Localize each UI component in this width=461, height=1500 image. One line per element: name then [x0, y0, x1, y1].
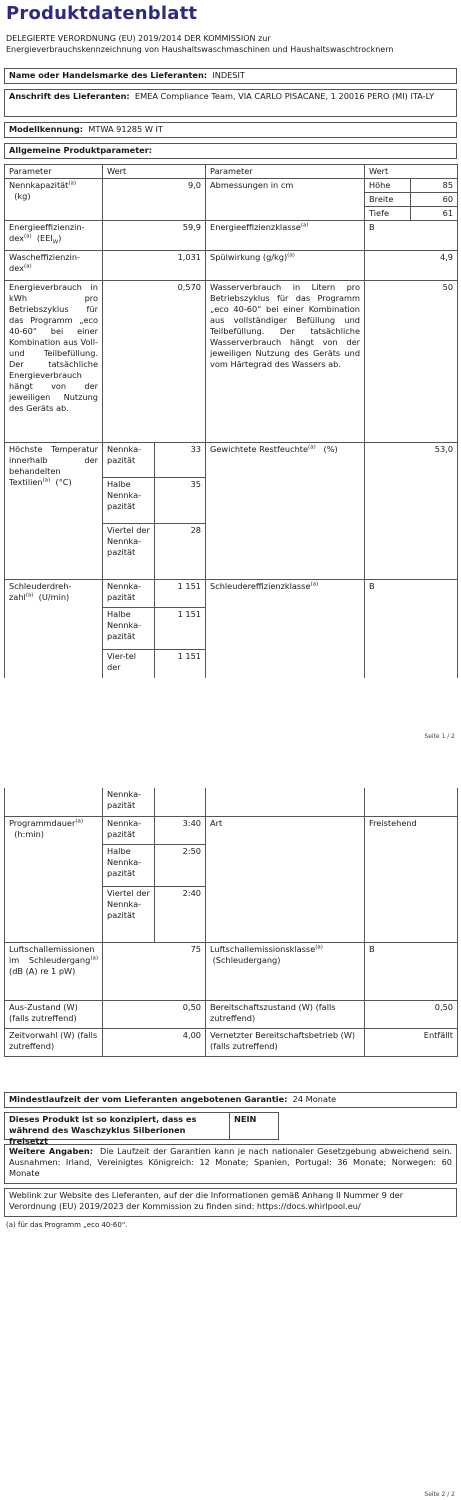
footnote: (a) für das Programm „eco 40-60“.	[6, 1221, 128, 1229]
table-row: Zeitvorwahl (W) (falls zutreffend) 4,00 Vernetzter Bereitschaftsbetrieb (W) (falls zutreffend) Entfällt	[5, 1028, 458, 1056]
page-2	[0, 788, 461, 1500]
warranty-row: Mindestlaufzeit der vom Lieferanten angebotenen Garantie: 24 Monate	[4, 1092, 457, 1108]
parameter-table-page1: Parameter Wert Parameter Wert Nennkapazität$^{(a)}$ (kg) 9,0 Abmessungen in cm Höhe 85 Breite 60 Tiefe 61 Energieeffizienzin-dex$^{(a)}$ $(EEI_W)$ 59,9 Energieeffizienzklasse$^{(a)}$ B Wascheffizienzin-dex$^{(a)}$ 1,031 Spülwirkung $(g/kg)^{(a)}$ 4,9 Energieverbrauch in kWh pro Betriebszyklus für das Programm „eco 40-60“ bei einer Kombination aus Voll- und Teilbefüllung. Der tatsächliche Energieverbrauch hängt von der jeweiligen Nutzung des Geräts ab. 0,570 Wasserverbrauch in Litern pro Betriebszyklus für das Programm „eco 40-60“ bei einer Kombination aus vollständiger Befüllung und Teilbefüllung. Der tatsächliche Wasserverbrauch hängt von der jeweiligen Nutzung des Geräts und vom Härtegrad des Wassers ab. 50 Höchste Temperatur innerhalb der behandelten Textilien$^{(a)}$ (°C) Nennka-pazität 33 Gewichtete Restfeuchte$^{(a)}$ (%) 53,0 Halbe Nennka-pazität 35 Viertel der Nennka-pazität 28 Schleuderdreh-zahl$^{(a)}$ (U/min) Nennka-pazität 1 151 Schleudereffizienzklasse$^{(a)}$ B Halbe Nennka-pazität 1 151 Vier-tel der 1 151	[4, 164, 458, 678]
table-row: Energieverbrauch in kWh pro Betriebszyklus für das Programm „eco 40-60“ bei einer Kombination aus Voll- und Teilbefüllung. Der tatsächliche Energieverbrauch hängt von der jeweiligen Nutzung des Geräts ab. 0,570 Wasserverbrauch in Litern pro Betriebszyklus für das Programm „eco 40-60“ bei einer Kombination aus vollständiger Befüllung und Teilbefüllung. Der tatsächliche Wasserverbrauch hängt von der jeweiligen Nutzung des Geräts und vom Härtegrad des Wassers ab. 50	[5, 281, 458, 443]
silver-ions-label: Dieses Produkt ist so konzipiert, dass es während des Waschzyklus Silberionen freisetzt	[4, 1112, 230, 1140]
table-row: Aus-Zustand (W) (falls zutreffend) 0,50 Bereitschaftszustand (W) (falls zutreffend) 0,50	[5, 1000, 458, 1028]
table-row: Wascheffizienzin-dex$^{(a)}$ 1,031 Spülwirkung $(g/kg)^{(a)}$ 4,9	[5, 251, 458, 281]
table-row: Höchste Temperatur innerhalb der behandelten Textilien$^{(a)}$ (°C) Nennka-pazität 33 Gewichtete Restfeuchte$^{(a)}$ (%) 53,0	[5, 443, 458, 478]
table-row: Nennkapazität$^{(a)}$ (kg) 9,0 Abmessungen in cm Höhe 85	[5, 179, 458, 193]
table-row: Energieeffizienzin-dex$^{(a)}$ $(EEI_W)$ 59,9 Energieeffizienzklasse$^{(a)}$ B	[5, 221, 458, 251]
general-params-row: Allgemeine Produktparameter:	[4, 143, 457, 159]
table-row: Nennka-pazität	[5, 788, 458, 816]
silver-ions-value: NEIN	[229, 1112, 279, 1140]
table-row: Luftschallemissionen im Schleudergang$^{(a)}$ (dB (A) re 1 pW) 75 Luftschallemissionsklasse$^{(a)}$ (Schleudergang) B	[5, 942, 458, 1000]
page-1	[0, 0, 461, 745]
supplier-address-row: Anschrift des Lieferanten: EMEA Compliance Team, VIA CARLO PISACANE, 1 20016 PERO (MI) ITA-LY	[4, 89, 457, 117]
table-row: Programmdauer$^{(a)}$ (h:min) Nennka-pazität 3:40 Art Freistehend	[5, 816, 458, 844]
page-title: Produktdatenblatt	[6, 3, 198, 24]
regulation-text: DELEGIERTE VERORDNUNG (EU) 2019/2014 DER KOMMISSION zur Energieverbrauchskennzeichnung von Haushaltswaschmaschinen und Haushaltswaschtrocknern	[6, 34, 394, 54]
weblink-row: Weblink zur Website des Lieferanten, auf der die Informationen gemäß Anhang II Nummer 9 der Verordnung (EU) 2019/2023 der Kommission zu finden sind: https://docs.whirlpool.eu/	[4, 1188, 457, 1217]
model-row: Modellkennung: MTWA 91285 W IT	[4, 122, 457, 138]
page-number: Seite 2 / 2	[424, 1491, 455, 1498]
table-row: Schleuderdreh-zahl$^{(a)}$ (U/min) Nennka-pazität 1 151 Schleudereffizienzklasse$^{(a)}$ B	[5, 580, 458, 608]
page-number: Seite 1 / 2	[424, 733, 455, 740]
supplier-name-row: Name oder Handelsmarke des Lieferanten: INDESIT	[4, 68, 457, 84]
more-info-row: Weitere Angaben: Die Laufzeit der Garantien kann je nach nationaler Gesetzgebung abweichend sein. Ausnahmen: Irland, Vereinigtes Königreich: 12 Monate; Spanien, Portugal: 36 Monate; Norwegen: 60 Monate	[4, 1144, 457, 1184]
table-header-row: Parameter Wert Parameter Wert	[5, 165, 458, 179]
parameter-table-page2: Nennka-pazität Programmdauer$^{(a)}$ (h:min) Nennka-pazität 3:40 Art Freistehend Halbe Nennka-pazität 2:50 Viertel der Nennka-pazität 2:40 Luftschallemissionen im Schleudergang$^{(a)}$ (dB (A) re 1 pW) 75 Luftschallemissionsklasse$^{(a)}$ (Schleudergang) B Aus-Zustand (W) (falls zutreffend) 0,50 Bereitschaftszustand (W) (falls zutreffend) 0,50 Zeitvorwahl (W) (falls zutreffend) 4,00 Vernetzter Bereitschaftsbetrieb (W) (falls zutreffend) Entfällt	[4, 788, 458, 1057]
